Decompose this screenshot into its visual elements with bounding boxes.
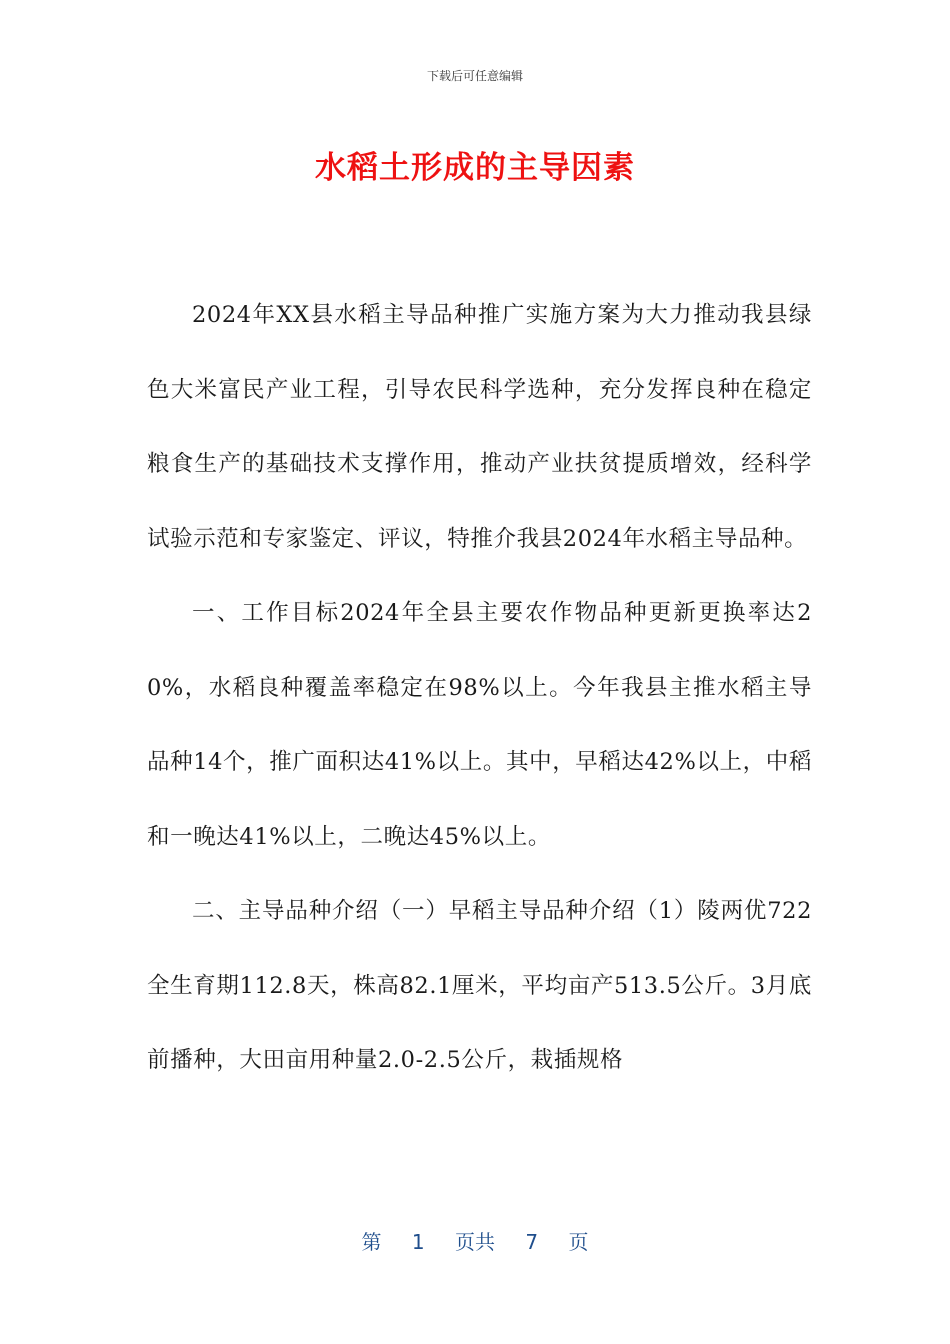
document-body [147, 278, 812, 1098]
header-note: 下载后可任意编辑 [426, 69, 523, 83]
paragraph-intro: 2024年XX县水稻主导品种推广实施方案为大力推动我县绿色大米富民产业工程，引导农民科学选种，充分发挥良种在稳定粮食生产的基础技术支撑作用，推动产业扶贫提质增效，经科学试验示范和专家鉴定、评议，特推介我县2024年水稻主导品种。 [147, 302, 812, 552]
document-title: 水稻土形成的主导因素 [315, 150, 635, 186]
page-footer [0, 1226, 950, 1255]
page-label-mid: 页共 [455, 1230, 495, 1254]
paragraph-varieties: 二、主导品种介绍（一）早稻主导品种介绍（1）陵两优722全生育期112.8天，株高82.1厘米，平均亩产513.5公斤。3月底前播种，大田亩用种量2.0-2.5公斤，栽插规格 [147, 898, 812, 1073]
page-current-number: 1 [411, 1230, 425, 1254]
page-label-suffix: 页 [568, 1230, 589, 1254]
page-label-prefix: 第 [361, 1230, 382, 1254]
page-total-number: 7 [525, 1230, 539, 1254]
paragraph-goals: 一、工作目标2024年全县主要农作物品种更新更换率达20%，水稻良种覆盖率稳定在98%以上。今年我县主推水稻主导品种14个，推广面积达41%以上。其中，早稻达42%以上，中稻和一晚达41%以上，二晚达45%以上。 [147, 600, 812, 850]
